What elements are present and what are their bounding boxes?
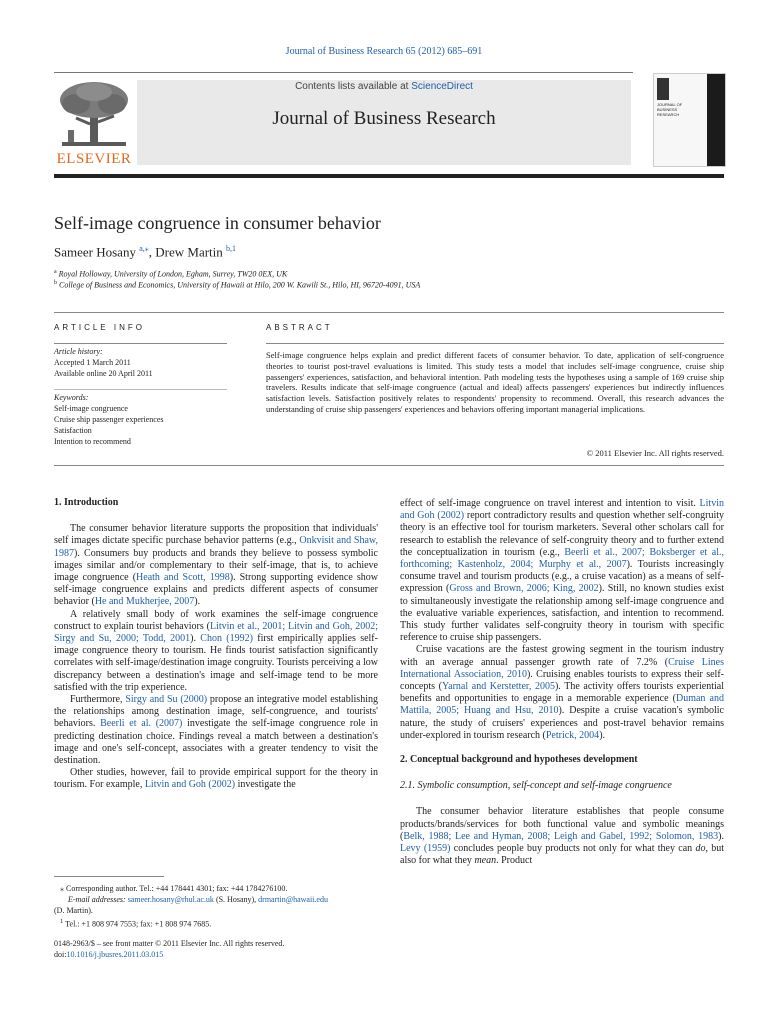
header-thick-rule <box>54 174 724 178</box>
section-heading-introduction: 1. Introduction <box>54 497 119 508</box>
header-rule <box>54 72 633 73</box>
subsection-heading: 2.1. Symbolic consumption, self-concept and self-image congruence <box>400 780 672 792</box>
author1-affil-mark[interactable]: a,⁎ <box>139 244 149 253</box>
email-owner: (D. Martin). <box>54 906 93 915</box>
citation-link[interactable]: Litvin and Goh (2002) <box>400 498 724 522</box>
citation-link[interactable]: He and Mukherjee, 2007 <box>94 596 195 608</box>
paragraph <box>400 806 724 867</box>
paragraph <box>400 644 724 742</box>
footnote-rule <box>54 876 164 877</box>
affil-a-mark: a <box>54 269 57 275</box>
citation-link[interactable]: Litvin and Goh (2002) <box>144 779 236 791</box>
section-heading-conceptual: 2. Conceptual background and hypotheses development <box>400 754 638 766</box>
accepted-date: Accepted 1 March 2011 <box>54 358 131 367</box>
history-label: Article history: <box>54 347 103 356</box>
text-run: A relatively small body of work examines the self-image congruence construct to explain tourist behaviors ( <box>54 608 378 632</box>
text-run: ). Consumers buy products and brands they believe to possess symbolic images similar and/or complementary to their self-image, that is, to achieve image congruence ( <box>54 547 378 584</box>
affiliation-a <box>54 269 287 279</box>
text-run: . Product <box>496 855 533 867</box>
text-run: , but also for what they <box>400 843 724 867</box>
text-run: ). Cruising enables tourists to express their self-concepts ( <box>400 668 724 693</box>
text-run: The consumer behavior literature supports the proposition that individuals' self images dictate specific purchase behavior patterns (e.g., <box>54 523 378 547</box>
citation-link[interactable]: Levy (1959) <box>400 843 451 855</box>
email-label: E-mail addresses: <box>68 895 128 904</box>
emphasis: mean <box>474 855 497 867</box>
text-run: ). Strong supporting evidence show self-image congruence explains and predicts different aspects of consumer behavior ( <box>54 572 378 608</box>
footnote-mark: 1 <box>60 918 64 925</box>
text-run: investigate the self-image congruence role in predicting destination choice. Findings reveal a match between a destination's image and one's self-concept, associates with a greater tendency to visit the destination. <box>54 718 378 767</box>
doi-link[interactable]: 10.1016/j.jbusres.2011.03.015 <box>66 950 164 959</box>
text-run: ). The activity offers tourists experiential benefits and opportunities to engage in a memorable experience ( <box>400 681 724 705</box>
author-hosany: Sameer Hosany <box>54 244 136 260</box>
text-run: ). <box>599 729 606 741</box>
cover-title: JOURNAL OF BUSINESS RESEARCH <box>657 102 683 117</box>
publisher-name: ELSEVIER <box>56 151 132 167</box>
online-date: Available online 20 April 2011 <box>54 369 153 378</box>
keywords <box>54 392 234 447</box>
front-matter <box>54 938 378 960</box>
doi-line <box>54 949 378 960</box>
citation-link[interactable]: Chon (1992) <box>200 633 253 645</box>
sciencedirect-link[interactable]: ScienceDirect <box>411 81 473 92</box>
footnote-emails <box>54 894 378 905</box>
cover-spine <box>707 74 725 166</box>
citation-link[interactable]: Sirgy and Su (2000) <box>125 694 208 706</box>
journal-title: Journal of Business Research <box>272 108 496 129</box>
text-run: ). Despite a cruise vacation's symbolic nature, the study of cruisers' experiences and post-travel behavior remains under-explored in tourism research ( <box>400 705 724 741</box>
tree-logo-icon <box>54 78 134 150</box>
contents-line <box>137 81 631 92</box>
text-run: ). <box>190 633 201 645</box>
abstract-heading: ABSTRACT <box>266 323 333 332</box>
footnote-text: Tel.: +1 808 974 7553; fax: +1 808 974 7685. <box>63 919 212 929</box>
footnote-corresponding <box>54 883 378 894</box>
abstract-bottom-rule <box>54 465 724 466</box>
paragraph <box>54 609 378 694</box>
footnote-text: Corresponding author. Tel.: +44 178441 4301; fax: +44 1784276100. <box>64 884 288 893</box>
citation-link[interactable]: Onkvisit and Shaw, 1987 <box>54 535 378 559</box>
paragraph <box>400 498 724 644</box>
email-owner: (S. Hosany), <box>213 895 259 904</box>
citation-link[interactable]: Gross and Brown, 2006; King, 2002 <box>449 583 599 595</box>
text-run: report contradictory results and question whether self-congruity theory is an effective tool for tourism marketers. Several other scholars call for research to establish the relevance of self-congruity theory and to further extend the conceptualization in tourism (e.g., <box>400 510 724 558</box>
info-top-rule <box>54 312 724 313</box>
left-column <box>54 497 378 792</box>
text-run: Cruise vacations are the fastest growing segment in the tourism industry with an average annual passenger growth rate of 7.2% ( <box>400 644 724 668</box>
right-column <box>400 498 724 867</box>
text-run: ). Still, no known studies exist to simultaneously investigate the relationship among self-image congruence and the evaluative variable experiences, satisfaction, and intention to recommend. This study further validates self-congruity theory in tourism with specific reference to cruise ship passengers. <box>400 583 724 644</box>
paragraph <box>54 694 378 767</box>
text-run: concludes people buy products not only for what they can <box>450 843 696 855</box>
cover-band <box>657 78 669 100</box>
citation-link[interactable]: Beerli et al., 2007; Boksberger et al., forthcoming; Kastenholz, 2004; Murphy et al., 2007 <box>400 546 725 571</box>
text-run: Furthermore, <box>70 694 126 706</box>
text-run: The consumer behavior literature establishes that people consume products/brands/services for both functional value and symbolic meanings ( <box>400 806 724 842</box>
contents-prefix: Contents lists available at <box>295 81 412 92</box>
footnote-1 <box>54 916 378 930</box>
keyword: Cruise ship passenger experiences <box>54 415 164 424</box>
author-line <box>54 244 236 260</box>
citation-link[interactable]: Belk, 1988; Lee and Hyman, 2008; Leigh and Gabel, 1992; Solomon, 1983 <box>403 830 719 842</box>
emphasis: do <box>695 843 706 855</box>
journal-cover[interactable] <box>653 73 726 167</box>
keywords-label: Keywords: <box>54 393 89 402</box>
affiliation-b <box>54 280 420 290</box>
email-link-hosany[interactable]: sameer.hosany@rhul.ac.uk <box>127 895 214 904</box>
footnote-mark: ⁎ <box>60 884 64 893</box>
text-run: ). <box>718 830 724 842</box>
paragraph <box>54 767 378 791</box>
keyword: Satisfaction <box>54 426 92 435</box>
email-link-martin[interactable]: drmartin@hawaii.edu <box>258 895 328 904</box>
paragraph <box>54 523 378 608</box>
citation-link[interactable]: Duman and Mattila, 2005; Huang and Hsu, 2010 <box>400 693 724 717</box>
paper-title: Self-image congruence in consumer behavior <box>54 213 381 233</box>
article-history <box>54 346 234 379</box>
citation-link[interactable]: Petrick, 2004 <box>545 729 600 741</box>
text-run: effect of self-image congruence on travel interest and intention to visit. <box>400 498 700 509</box>
text-run: ). <box>194 596 201 608</box>
citation-link[interactable]: Cruise Lines International Association, 2010 <box>400 656 724 680</box>
keyword: Intention to recommend <box>54 437 131 446</box>
text-run: propose an integrative model establishing the relationships among destination image, self-congruence, and tourists' behaviors. <box>54 694 378 730</box>
author2-affil-mark[interactable]: b,1 <box>226 244 237 253</box>
issn-line: 0148-2963/$ – see front matter © 2011 Elsevier Inc. All rights reserved. <box>54 939 285 948</box>
text-run: investigate the <box>235 779 296 791</box>
abstract-rule <box>266 343 724 344</box>
journal-reference[interactable]: Journal of Business Research 65 (2012) 685–691 <box>285 46 483 57</box>
keyword: Self-image congruence <box>54 404 128 413</box>
doi-label: doi: <box>54 950 67 959</box>
info-rule <box>54 343 227 344</box>
abstract-text: Self-image congruence helps explain and predict different facets of consumer behavior. To date, application of self-congruence theories to tourist post-travel evaluations is limited. This study tests a model that includes self-image congruence, cruise ship passengers' experiences, satisfaction, and behavioral intention. Path modeling tests the hypotheses using a sample of 169 cruise ship travelers. Results indicate that self-image congruence (actual and ideal) affects passengers' experiences but indirectly influences satisfaction levels. Satisfaction positively relates to respondents' propensity to recommend. Overall, this research advances the understanding of cruise ship passengers' experiences and behaviors offering important managerial implications. <box>266 350 724 414</box>
text-run: ). Tourists increasingly consume travel and tourism products (e.g., a cruise vacation) as a means of self-expression ( <box>400 559 724 595</box>
citation-link[interactable]: Litvin et al., 2001; Litvin and Goh, 2002; Sirgy and Su, 2000; Todd, 2001 <box>54 620 378 645</box>
citation-link[interactable]: Heath and Scott, 1998 <box>136 572 230 584</box>
footnotes <box>54 883 378 930</box>
keywords-rule <box>54 389 227 390</box>
article-info-heading: ARTICLE INFO <box>54 323 145 332</box>
citation-link[interactable]: Yarnal and Kerstetter, 2005 <box>441 681 555 693</box>
affil-a-text: Royal Holloway, University of London, Egham, Surrey, TW20 0EX, UK <box>58 269 288 279</box>
affil-b-text: College of Business and Economics, University of Hawaii at Hilo, 200 W. Kawili St., Hilo, HI, 96720-4091, USA <box>59 280 421 290</box>
text-run: first empirically applies self-image congruence theory to tourism. He finds tourist satisfaction significantly correlates with self-image/destination image congruity. Tourists perceiving a low discrepancy between a destination's image and self-image tend to be more satisfied with the trip experience. <box>54 633 378 693</box>
publisher-logo <box>54 78 134 168</box>
author-martin: , Drew Martin <box>148 244 223 260</box>
citation-link[interactable]: Beerli et al. (2007) <box>100 718 183 730</box>
abstract-copyright: © 2011 Elsevier Inc. All rights reserved. <box>586 448 724 458</box>
affil-b-mark: b <box>54 280 57 286</box>
text-run: Other studies, however, fail to provide empirical support for the theory in tourism. For example, <box>54 767 378 791</box>
